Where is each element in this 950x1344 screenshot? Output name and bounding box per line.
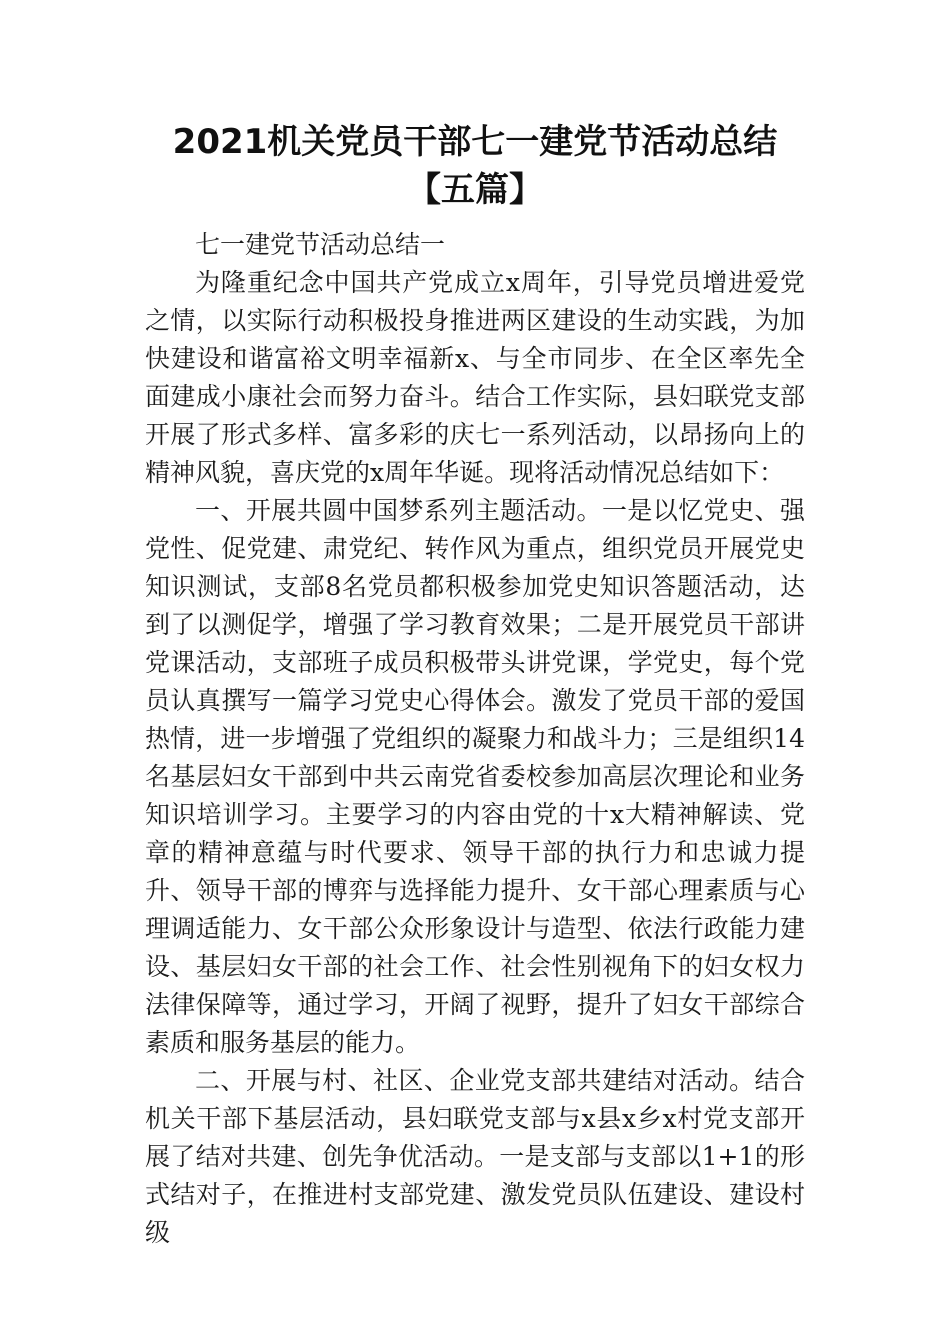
body-paragraph: 二、开展与村、社区、企业党支部共建结对活动。结合机关干部下基层活动，县妇联党支部与x县x乡x村党支部开展了结对共建、创先争优活动。一是支部与支部以1+1的形式结对子，在推进村支部党建、激发党员队伍建设、建设村级: [145, 1066, 805, 1247]
document-title: 2021机关党员干部七一建党节活动总结【五篇】: [172, 122, 778, 210]
body-paragraph: 为隆重纪念中国共产党成立x周年，引导党员增进爱党之情，以实际行动积极投身推进两区建设的生动实践，为加快建设和谐富裕文明幸福新x、与全市同步、在全区率先全面建成小康社会而努力奋斗。结合工作实际，县妇联党支部开展了形式多样、富多彩的庆七一系列活动，以昂扬向上的精神风貌，喜庆党的x周年华诞。现将活动情况总结如下：: [145, 268, 805, 487]
section-heading: 七一建党节活动总结一: [195, 230, 446, 259]
document-body: [145, 226, 805, 1252]
body-paragraph: 一、开展共圆中国梦系列主题活动。一是以忆党史、强党性、促党建、肃党纪、转作风为重点，组织党员开展党史知识测试，支部8名党员都积极参加党史知识答题活动，达到了以测促学，增强了学习教育效果；二是开展党员干部讲党课活动，支部班子成员积极带头讲党课，学党史，每个党员认真撰写一篇学习党史心得体会。激发了党员干部的爱国热情，进一步增强了党组织的凝聚力和战斗力；三是组织14名基层妇女干部到中共云南党省委校参加高层次理论和业务知识培训学习。主要学习的内容由党的十x大精神解读、党章的精神意蕴与时代要求、领导干部的执行力和忠诚力提升、领导干部的博弈与选择能力提升、女干部心理素质与心理调适能力、女干部公众形象设计与造型、依法行政能力建设、基层妇女干部的社会工作、社会性别视角下的妇女权力法律保障等，通过学习，开阔了视野，提升了妇女干部综合素质和服务基层的能力。: [145, 496, 805, 1057]
